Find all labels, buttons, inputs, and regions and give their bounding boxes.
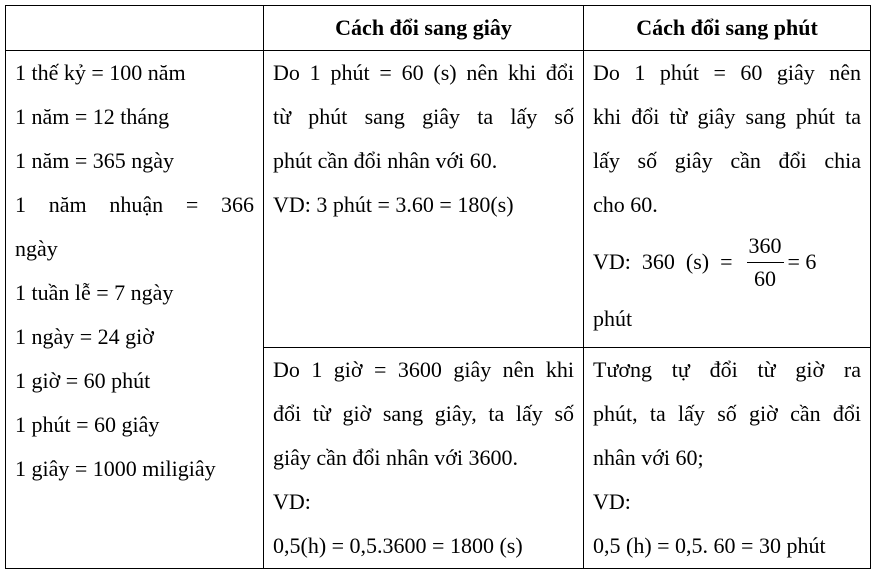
header-empty-cell: [6, 6, 264, 51]
h2s-example: 0,5(h) = 0,5.3600 = 1800 (s): [273, 533, 523, 558]
h2s-line-1: Do 1 giờ = 3600 giây nên khi: [273, 357, 574, 382]
unit-year-days: 1 năm = 365 ngày: [15, 148, 175, 173]
h2s-line-2: đổi từ giờ sang giây, ta lấy số: [273, 401, 574, 426]
hour-to-minute-cell: [584, 348, 871, 569]
h2s-line-4: VD:: [273, 489, 311, 514]
h2m-line-2: phút, ta lấy số giờ cần đổi: [593, 401, 861, 426]
unit-leap-year-cont: ngày: [15, 236, 58, 261]
unit-hour: 1 giờ = 60 phút: [15, 368, 151, 393]
m2s-example: VD: 3 phút = 3.60 = 180(s): [273, 192, 514, 217]
fraction-denominator: 60: [754, 265, 777, 291]
units-cell: [6, 51, 264, 569]
second-to-minute-cell: [584, 51, 871, 348]
unit-day: 1 ngày = 24 giờ: [15, 324, 154, 349]
hour-to-second-cell: [264, 348, 584, 569]
unit-century: 1 thế kỷ = 100 năm: [15, 60, 186, 85]
unit-minute: 1 phút = 60 giây: [15, 412, 160, 437]
unit-leap-year: 1 năm nhuận = 366: [15, 192, 254, 217]
h2m-line-3: nhân với 60;: [593, 445, 704, 470]
header-row: [6, 6, 871, 51]
time-conversion-table: [5, 5, 871, 569]
s2m-example-prefix: VD: 360 (s) =: [593, 249, 733, 274]
fraction-numerator: 360: [747, 232, 784, 263]
unit-second: 1 giây = 1000 miligiây: [15, 456, 216, 481]
s2m-line-4: cho 60.: [593, 192, 658, 217]
s2m-line-2: khi đổi từ giây sang phút ta: [593, 104, 861, 129]
header-to-minutes: Cách đổi sang phút: [584, 6, 871, 51]
unit-week: 1 tuần lễ = 7 ngày: [15, 280, 174, 305]
m2s-line-1: Do 1 phút = 60 (s) nên khi đổi: [273, 60, 574, 85]
s2m-example: [593, 227, 861, 297]
h2m-line-4: VD:: [593, 489, 631, 514]
h2m-line-1: Tương tự đổi từ giờ ra: [593, 357, 861, 382]
row-minutes: [6, 51, 871, 348]
s2m-unit-line: phút: [593, 306, 633, 331]
header-to-seconds: Cách đổi sang giây: [264, 6, 584, 51]
h2m-example: 0,5 (h) = 0,5. 60 = 30 phút: [593, 533, 826, 558]
m2s-line-2: từ phút sang giây ta lấy số: [273, 104, 574, 129]
h2s-line-3: giây cần đổi nhân với 3600.: [273, 445, 519, 470]
s2m-line-3: lấy số giây cần đổi chia: [593, 148, 861, 173]
m2s-line-3: phút cần đổi nhân với 60.: [273, 148, 498, 173]
s2m-line-1: Do 1 phút = 60 giây nên: [593, 60, 861, 85]
s2m-example-suffix: = 6: [787, 249, 817, 274]
minute-to-second-cell: [264, 51, 584, 348]
unit-year-months: 1 năm = 12 tháng: [15, 104, 170, 129]
s2m-fraction: [747, 232, 784, 293]
